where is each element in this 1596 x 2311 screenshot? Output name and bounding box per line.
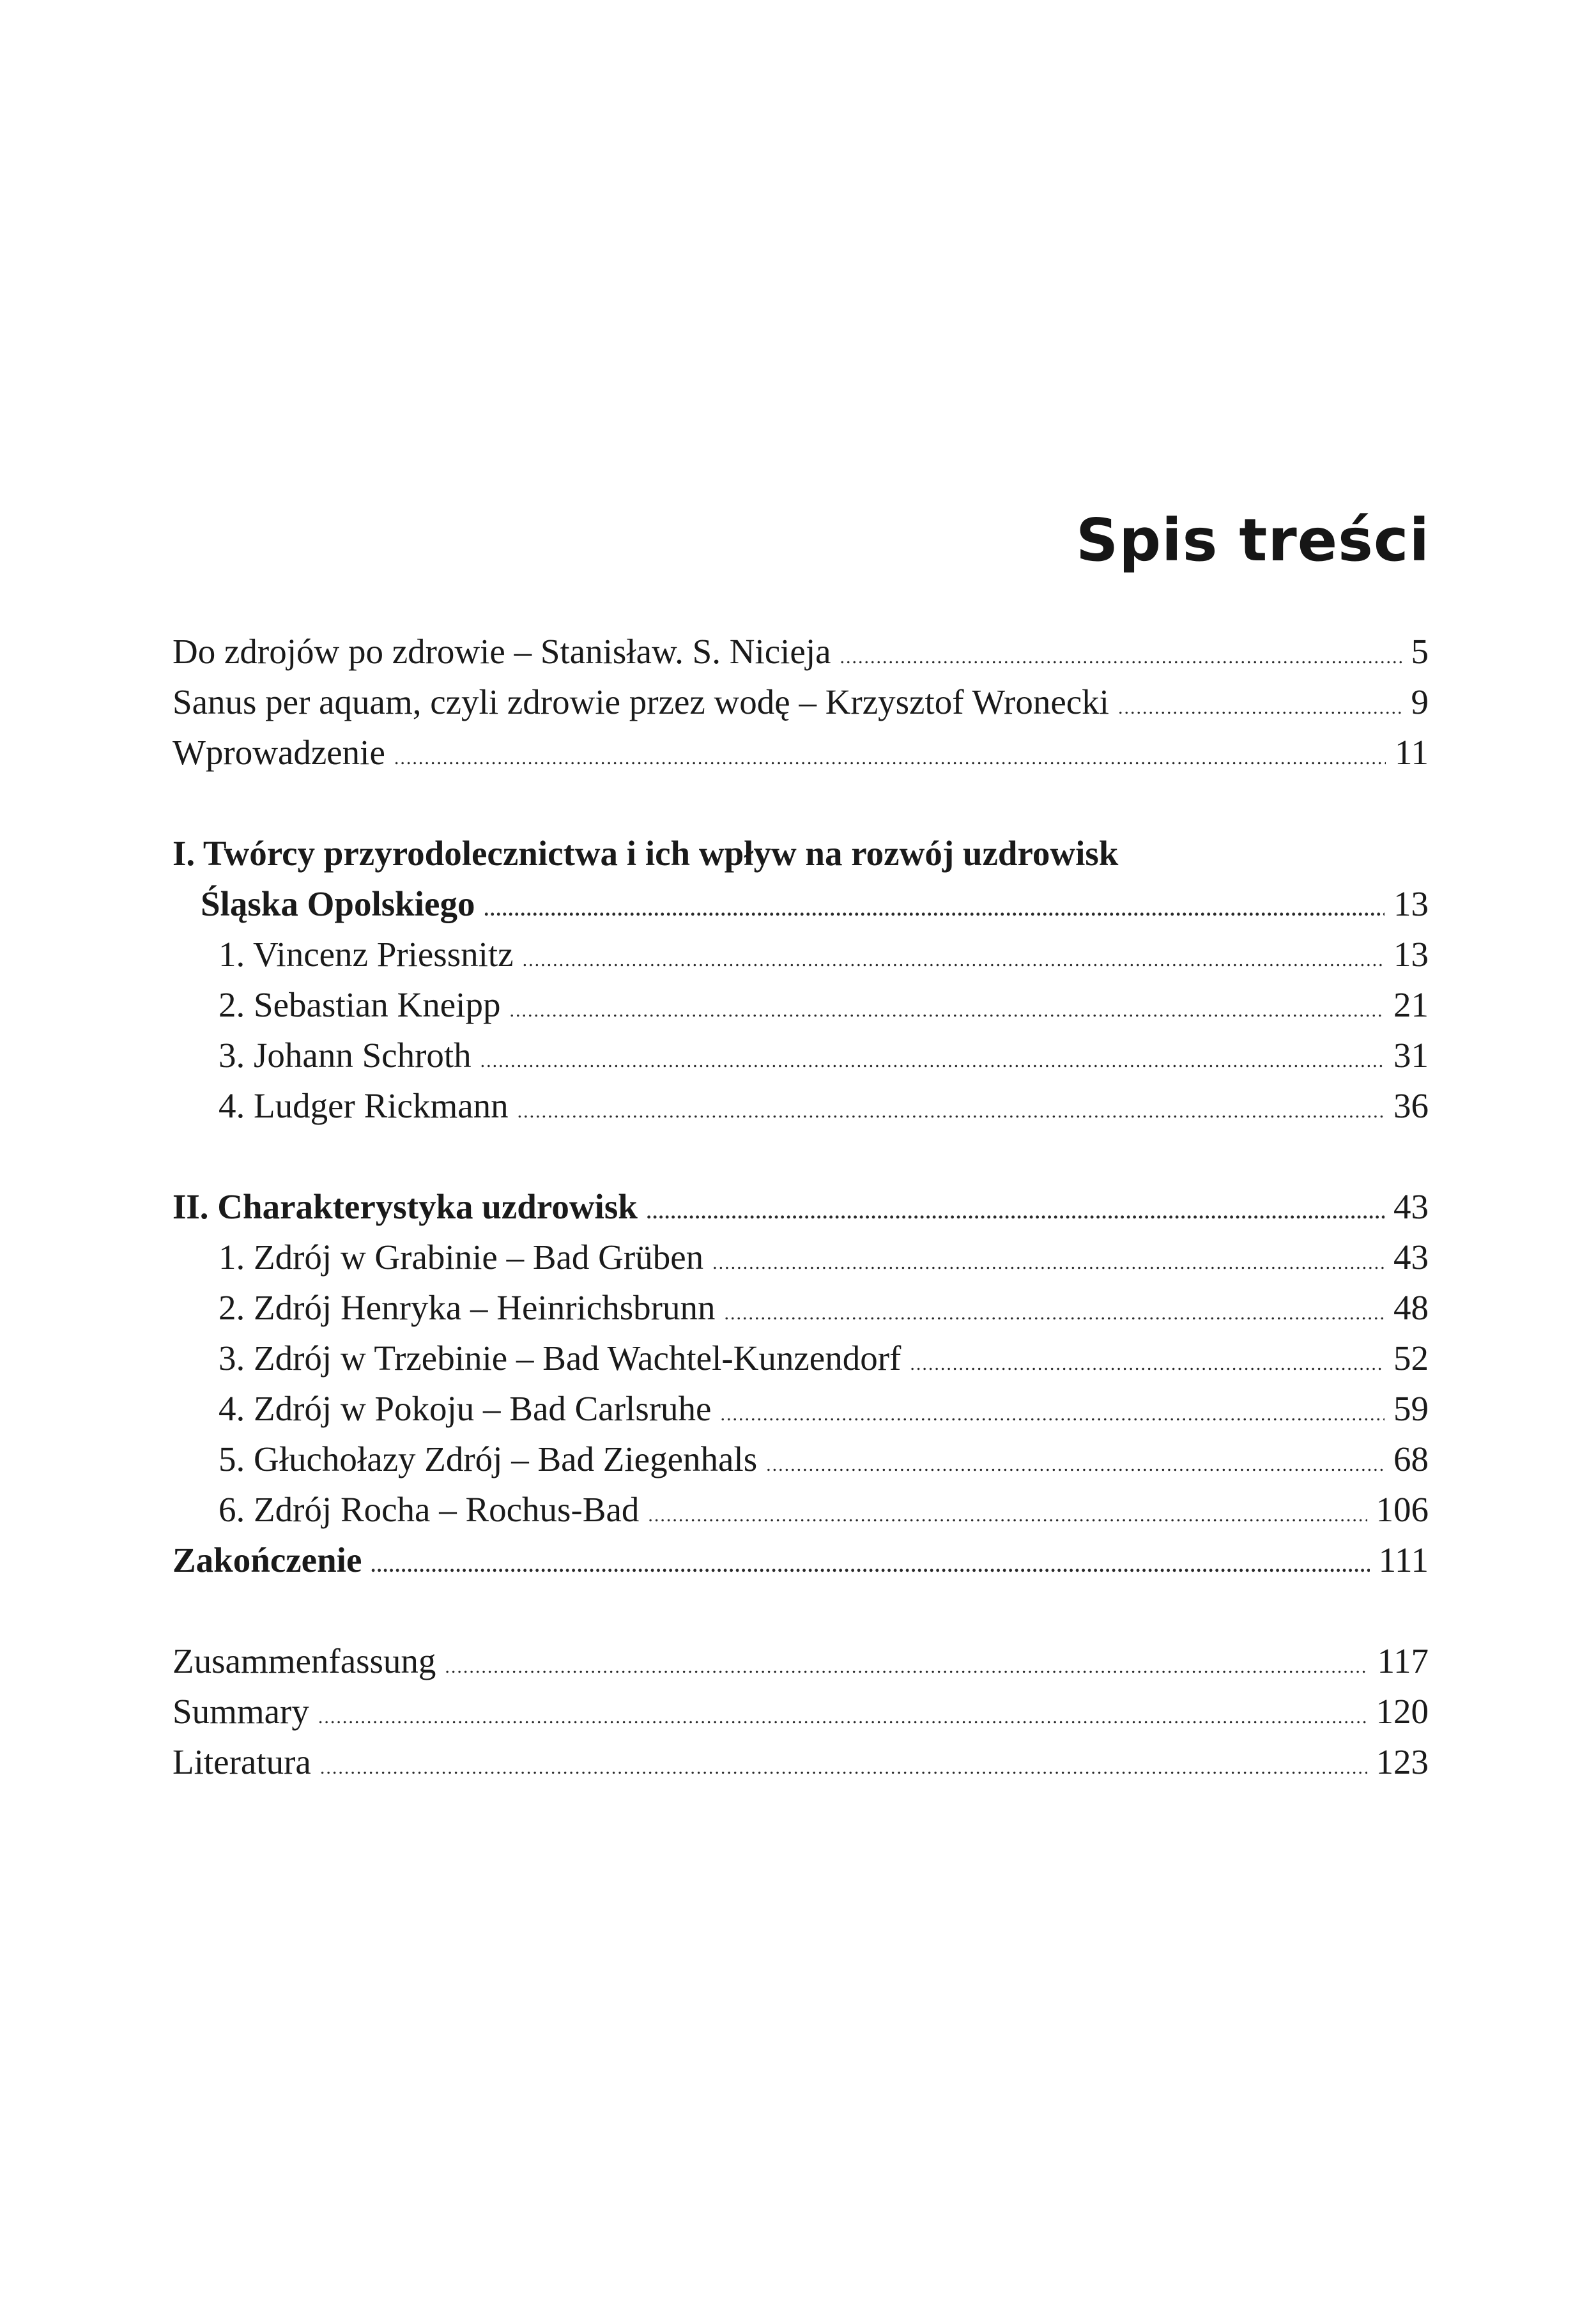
toc-entry-page: 111 — [1378, 1540, 1429, 1579]
toc-entry-label: 2. Zdrój Henryka – Heinrichsbrunn — [219, 1288, 716, 1327]
toc-entry-label: 4. Ludger Rickmann — [219, 1086, 509, 1125]
part-heading-label: I. Twórcy przyrodolecznictwa i ich wpływ na rozwój uzdrowisk — [173, 834, 1119, 873]
dot-leader — [320, 1742, 1367, 1793]
toc-entry-label: 1. Zdrój w Grabinie – Bad Grüben — [219, 1238, 704, 1277]
toc-entry — [173, 626, 1429, 677]
dot-leader — [394, 733, 1386, 783]
toc-entry-page: 13 — [1393, 884, 1429, 923]
toc-entry-page: 68 — [1393, 1440, 1429, 1478]
toc-entry-page: 117 — [1377, 1641, 1429, 1680]
toc-entry-label: Zusammenfassung — [173, 1641, 436, 1680]
spacer — [173, 778, 1429, 828]
part-heading-label: II. Charakterystyka uzdrowisk — [173, 1187, 638, 1226]
dot-leader — [371, 1540, 1369, 1591]
dot-leader — [518, 1086, 1385, 1137]
toc-entry-page: 5 — [1411, 632, 1429, 671]
toc-subentry — [173, 1080, 1429, 1131]
toc-entry-label: 5. Głuchołazy Zdrój – Bad Ziegenhals — [219, 1440, 758, 1478]
toc-entry-page: 52 — [1393, 1339, 1429, 1378]
dot-leader — [318, 1692, 1367, 1742]
toc-subentry — [173, 1282, 1429, 1333]
toc-entry-label: 6. Zdrój Rocha – Rochus-Bad — [219, 1490, 640, 1529]
toc-subentry — [173, 1383, 1429, 1434]
toc-entry-page: 31 — [1393, 1036, 1429, 1075]
dot-leader — [484, 884, 1385, 935]
toc-entry — [173, 677, 1429, 727]
dot-leader — [720, 1389, 1385, 1440]
dot-leader — [724, 1288, 1385, 1339]
dot-leader — [712, 1238, 1385, 1288]
toc-subentry — [173, 1232, 1429, 1282]
dot-leader — [647, 1187, 1385, 1238]
dot-leader — [445, 1641, 1368, 1692]
toc-entry-page: 43 — [1393, 1238, 1429, 1277]
toc-entry-page: 13 — [1393, 935, 1429, 974]
spacer — [173, 1131, 1429, 1181]
toc-entry-page: 21 — [1393, 985, 1429, 1024]
toc-entry-label: 3. Johann Schroth — [219, 1036, 472, 1075]
part-heading-continuation — [173, 879, 1429, 929]
dot-leader — [480, 1036, 1385, 1086]
toc-entry-label: Summary — [173, 1692, 309, 1731]
toc-subentry — [173, 929, 1429, 979]
toc-subentry — [173, 1333, 1429, 1383]
page-title: Spis treści — [1075, 505, 1430, 574]
toc-entry-page: 123 — [1376, 1742, 1429, 1781]
toc-entry-page: 9 — [1411, 682, 1429, 721]
toc-entry-page: 120 — [1376, 1692, 1429, 1731]
toc-entry-label: 2. Sebastian Kneipp — [219, 985, 501, 1024]
toc-subentry — [173, 1484, 1429, 1535]
spacer — [173, 1585, 1429, 1636]
dot-leader — [766, 1440, 1385, 1490]
toc-entry — [173, 727, 1429, 778]
toc-entry-ending — [173, 1535, 1429, 1585]
toc-entry-label: 3. Zdrój w Trzebinie – Bad Wachtel-Kunzendorf — [219, 1339, 902, 1378]
part-heading — [173, 1181, 1429, 1232]
toc-entry-label: Wprowadzenie — [173, 733, 385, 772]
table-of-contents — [173, 626, 1429, 1787]
part-heading — [173, 828, 1429, 879]
toc-subentry — [173, 1434, 1429, 1484]
dot-leader — [509, 985, 1385, 1036]
toc-entry-label: Literatura — [173, 1742, 311, 1781]
toc-entry-label: Do zdrojów po zdrowie – Stanisław. S. Nicieja — [173, 632, 831, 671]
toc-entry-page: 43 — [1393, 1187, 1429, 1226]
toc-entry-page: 48 — [1393, 1288, 1429, 1327]
toc-entry-page: 59 — [1393, 1389, 1429, 1428]
dot-leader — [840, 632, 1402, 682]
dot-leader — [523, 935, 1385, 985]
dot-leader — [1118, 682, 1402, 733]
toc-subentry — [173, 1030, 1429, 1080]
toc-entry-page: 106 — [1376, 1490, 1429, 1529]
toc-entry-page: 36 — [1393, 1086, 1429, 1125]
part-heading-label: Śląska Opolskiego — [201, 884, 475, 923]
toc-entry-label: Sanus per aquam, czyli zdrowie przez wodę – Krzysztof Wronecki — [173, 682, 1109, 721]
toc-entry-label: 4. Zdrój w Pokoju – Bad Carlsruhe — [219, 1389, 712, 1428]
toc-entry — [173, 1737, 1429, 1787]
toc-entry-page: 11 — [1395, 733, 1429, 772]
dot-leader — [648, 1490, 1367, 1540]
dot-leader — [910, 1339, 1385, 1389]
toc-entry-label: 1. Vincenz Priessnitz — [219, 935, 514, 974]
toc-entry-label: Zakończenie — [173, 1540, 362, 1579]
toc-entry — [173, 1686, 1429, 1737]
toc-entry — [173, 1636, 1429, 1686]
toc-subentry — [173, 979, 1429, 1030]
